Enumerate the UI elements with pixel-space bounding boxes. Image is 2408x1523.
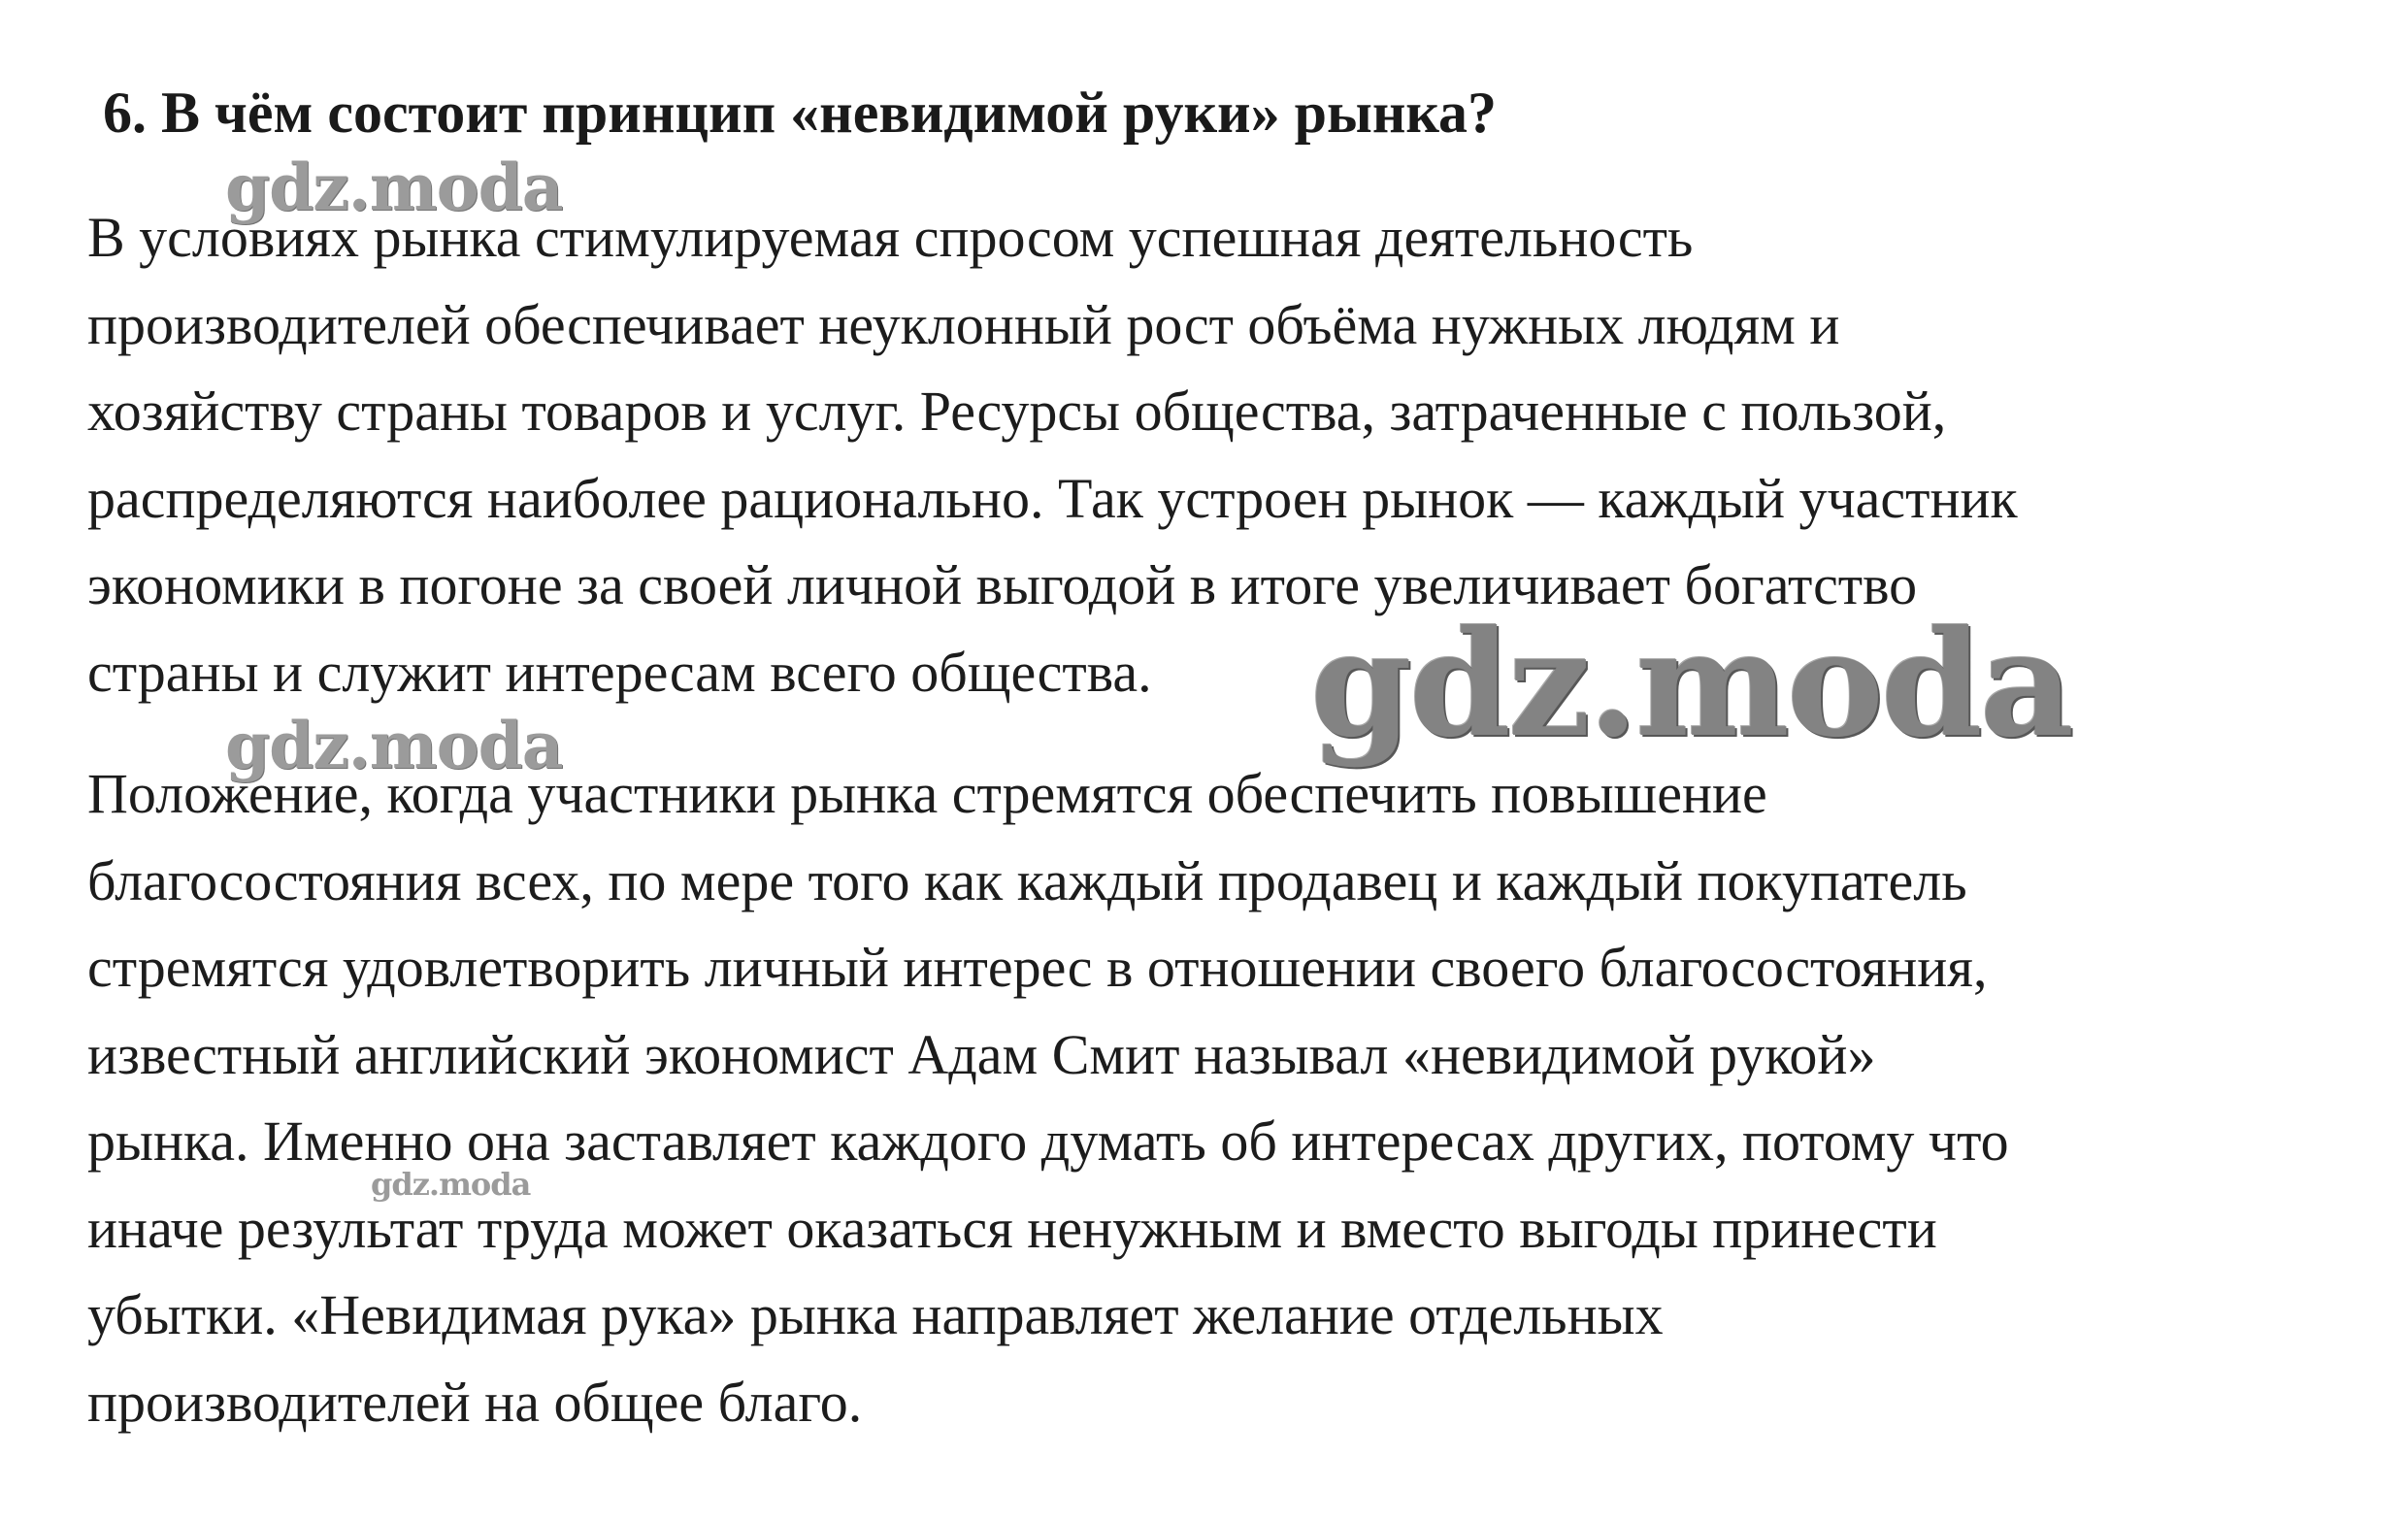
text-line: рынка. Именно она заставляет каждого думать об интересах других, потому что xyxy=(87,1109,2009,1173)
answer-paragraph-2 xyxy=(87,750,2009,1445)
text-line: убытки. «Невидимая рука» рынка направляет желание отдельных xyxy=(87,1283,1664,1346)
text-line: хозяйству страны товаров и услуг. Ресурсы общества, затраченные с пользой, xyxy=(87,380,1947,443)
watermark: gdz.moda xyxy=(225,708,563,783)
text-line: экономики в погоне за своей личной выгодой в итоге увеличивает богатство xyxy=(87,553,1918,616)
text-line: страны и служит интересам всего общества. xyxy=(87,640,1152,704)
text-line: распределяются наиболее рационально. Так устроен рынок — каждый участник xyxy=(87,466,2018,530)
text-line: В условиях рынка стимулируемая спросом успешная деятельность xyxy=(87,206,1694,269)
text-line: известный английский экономист Адам Смит называл «невидимой рукой» xyxy=(87,1022,1876,1086)
watermark: gdz.moda xyxy=(1310,599,2072,770)
text-line: производителей на общее благо. xyxy=(87,1370,863,1434)
text-line: производителей обеспечивает неуклонный рост объёма нужных людям и xyxy=(87,292,1840,356)
text-line: стремятся удовлетворить личный интерес в отношении своего благосостояния, xyxy=(87,936,1988,999)
question-heading: 6. В чём состоит принцип «невидимой руки» рынка? xyxy=(103,81,1498,145)
text-line: благосостояния всех, по мере того как каждый продавец и каждый покупатель xyxy=(87,848,1967,912)
watermark: gdz.moda xyxy=(225,149,563,225)
text-line: Положение, когда участники рынка стремятся обеспечить повышение xyxy=(87,762,1767,825)
watermark: gdz.moda xyxy=(371,1166,531,1203)
text-line: иначе результат труда может оказаться ненужным и вместо выгоды принести xyxy=(87,1196,1937,1260)
